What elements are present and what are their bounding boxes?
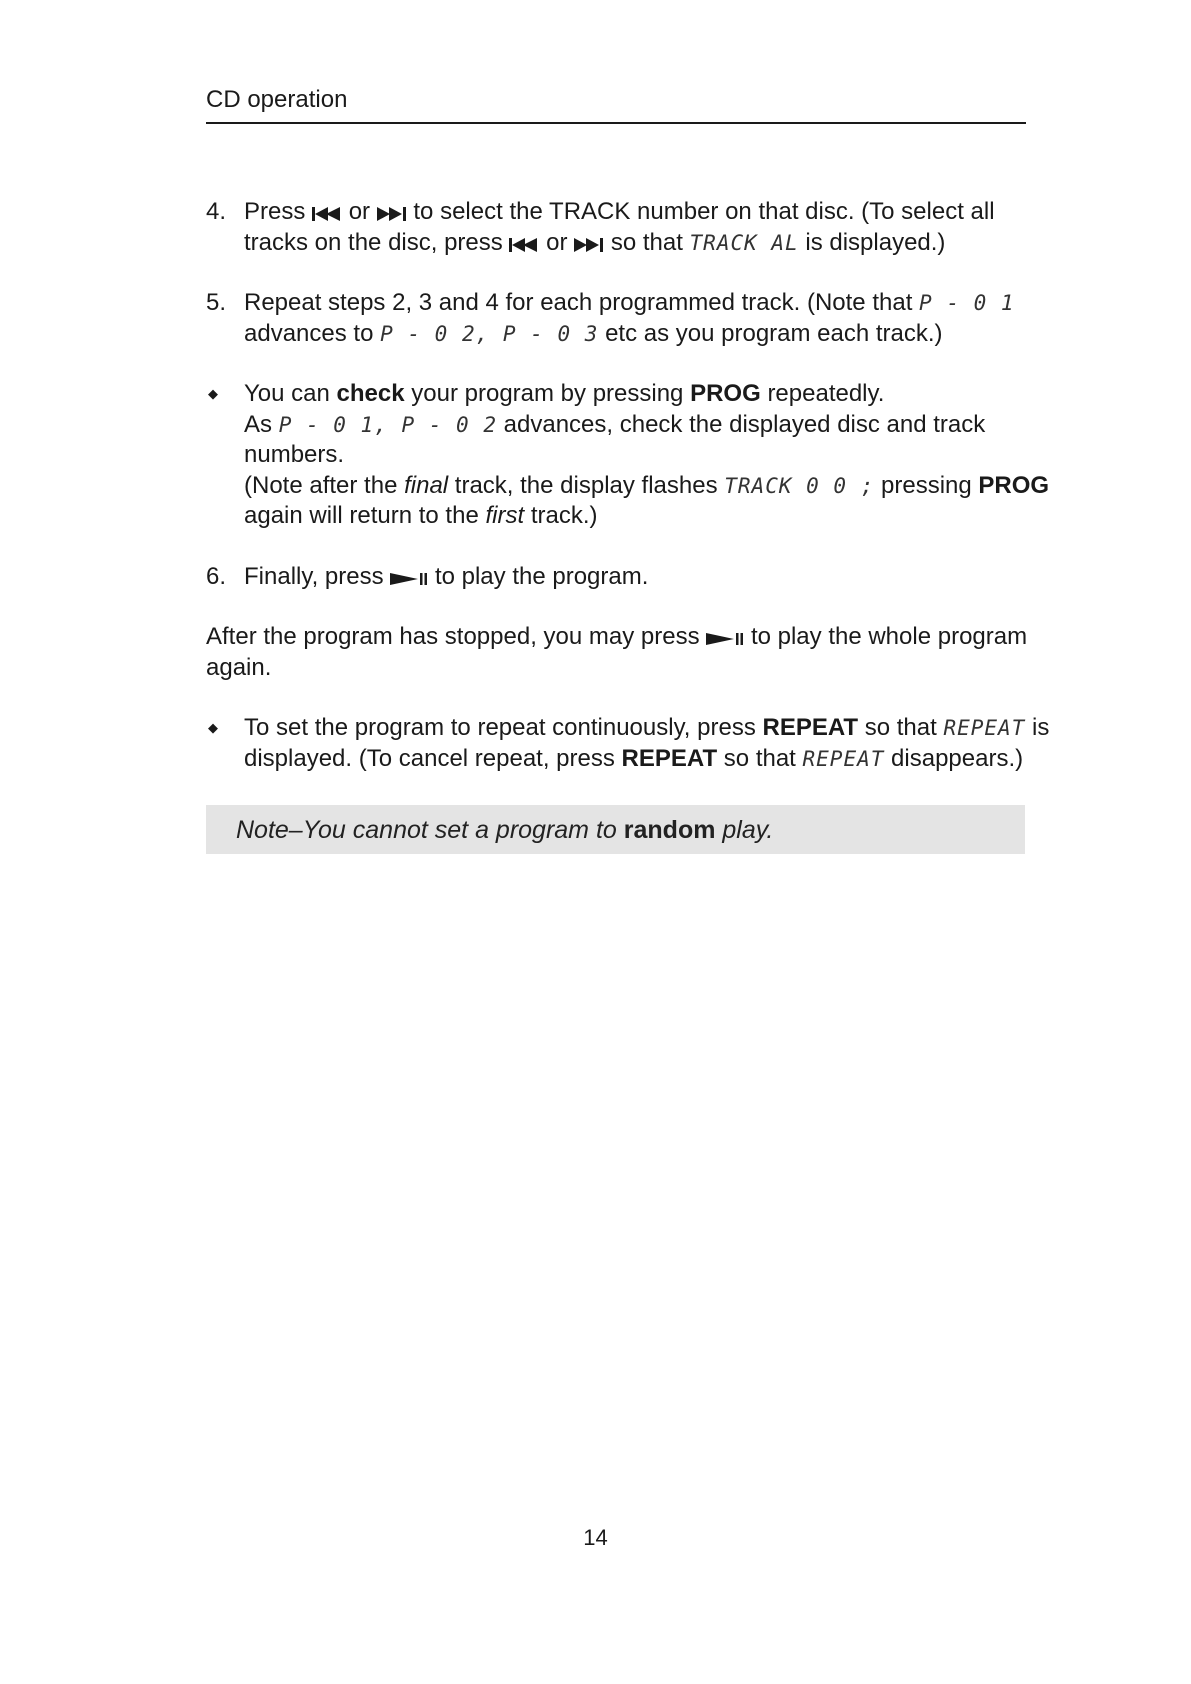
lcd-display-text: P - 0 1, P - 0 2 [278,412,497,437]
skip-back-icon [509,237,539,253]
bullet-repeat: ◆ To set the program to repeat continuously, press REPEAT so that REPEAT is displayed. (To cancel repeat, press REPEAT so that REPEAT disappears.) [208,714,1050,772]
lcd-display-text: REPEAT [802,746,885,771]
lcd-display-text: TRACK 0 0 ; [724,473,875,498]
play-pause-icon [390,571,428,587]
lcd-display-text: TRACK AL [689,230,799,255]
step-4: 4. Press or to select the TRACK number on that disc. (To select all tracks on the disc, press or so that TRACK AL is displayed.) [206,198,995,256]
page-number: 14 [583,1525,608,1550]
after-program-paragraph: After the program has stopped, you may press to play the whole program again. [206,623,1028,681]
step-5: 5. Repeat steps 2, 3 and 4 for each programmed track. (Note that P - 0 1 advances to P - 0 2, P - 0 3 etc as you program each track.) [206,289,1015,347]
skip-back-icon [312,206,342,222]
step-6: 6. Finally, press to play the program. [206,562,1056,593]
section-title: CD operation [206,86,348,113]
step-number: 5. [206,289,227,316]
step-number: 4. [206,198,227,225]
lcd-display-text: P - 0 1 [919,291,1015,315]
step-number: 6. [206,562,227,590]
diamond-bullet-icon: ◆ [208,720,218,735]
instructions-body [206,197,1056,774]
skip-forward-icon [574,237,604,253]
diamond-bullet-icon: ◆ [208,386,218,401]
page-header [206,86,1026,124]
lcd-display-text: REPEAT [943,716,1026,740]
skip-forward-icon [377,206,407,222]
bullet-check-program: ◆ You can check your program by pressing PROG repeatedly. As P - 0 1, P - 0 2 advances, check the displayed disc and track numbers. (Note after the final track, the display flashes TRACK 0 0 ; pressing PROG again will return to the first track.) [208,380,1050,529]
note-text: Note–You cannot set a program to random play. [236,816,774,844]
lcd-display-text: P - 0 2, P - 0 3 [380,321,599,346]
note-box [206,805,1025,854]
play-pause-icon [706,631,744,647]
